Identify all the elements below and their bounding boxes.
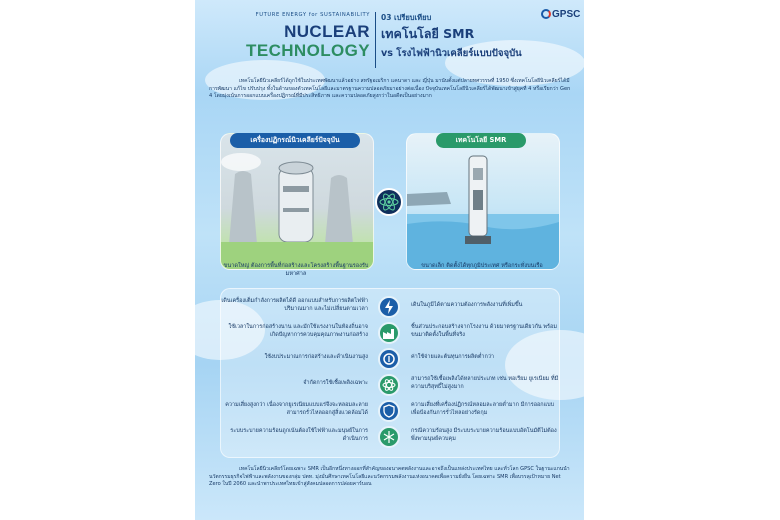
conventional-reactor-caption: ขนาดใหญ่ ต้องการพื้นที่ก่อสร้างและโครงสร้างพื้นฐานรองรับมหาศาล	[223, 263, 369, 277]
comparison-row	[195, 322, 584, 348]
subheadline: vs โรงไฟฟ้านิวเคลียร์แบบปัจจุบัน	[381, 48, 522, 59]
gpsc-logo-mark-icon	[541, 9, 551, 19]
infographic-poster	[195, 0, 584, 520]
comparison-row	[195, 426, 584, 452]
money-icon	[378, 348, 400, 370]
cooling-icon	[378, 426, 400, 448]
intro-paragraph: เทคโนโลยีนิวเคลียร์ได้ถูกใช้ในประเทศพัฒนาแล้วอย่าง สหรัฐอเมริกา แคนาดา และ ญี่ปุ่น มานับตั้งแต่ปลายทศวรรษที่ 1950 ซึ่งเทคโนโลยีนิวเคลียร์ได้มีการพัฒนา แก้ไข ปรับปรุง ทั้งในด้านของตัวเทคโนโลยีและมาตรฐานความปลอดภัยมาอย่างต่อเนื่อง ปัจจุบันเทคโนโลยีนิวเคลียร์ได้พัฒนาเข้าสู่ยุคที่ 4 หรือเรียกว่า Gen 4 โดยมุ่งเน้นการออกแบบเครื่องปฏิกรณ์ที่มีประสิทธิภาพ และความปลอดภัยสูงกว่าในอดีตเป็นอย่างมาก	[209, 78, 571, 100]
smr-panel	[406, 133, 560, 270]
headline: เทคโนโลยี SMR	[381, 26, 475, 41]
smr-point: สามารถใช้เชื้อเพลิงได้หลายประเภท เช่น ทอเรียม ยูเรเนียม ที่มีความบริสุทธิ์ไม่สูงมาก	[411, 376, 559, 390]
shield-leaf-icon	[378, 400, 400, 422]
footer-paragraph: เทคโนโลยีนิวเคลียร์โดยเฉพาะ SMR เป็นอีกหนึ่งทางออกที่สำคัญของอนาคตพลังงานและอาจถึงเป็นแหล่งประเทศไทย และทั่วโลก GPSC ในฐานะแกนนำนวัตกรรมธุรกิจไฟฟ้าและพลังงานของกลุ่ม ปตท. มุ่งมั่นศึกษาเทคโนโลยีและนวัตกรรมพลังงานแห่งอนาคตเพื่อความยั่งยืน โดยเฉพาะ SMR เพื่อบรรลุเป้าหมาย Net Zero ในปี 2060 และนำพาประเทศไทยเข้าสู่สังคมปลอดการปล่อยคาร์บอน	[209, 466, 570, 488]
comparison-row	[195, 296, 584, 322]
title-nuclear: NUCLEAR	[284, 22, 370, 41]
title-technology: TECHNOLOGY	[246, 41, 370, 60]
title-divider	[375, 12, 376, 68]
conventional-reactor-label: เครื่องปฏิกรณ์นิวเคลียร์ปัจจุบัน	[230, 133, 360, 148]
smr-point: เดินในภูมิได้ตามความต้องการพลังงานที่เพิ่มขึ้น	[411, 302, 523, 308]
smr-point: ค่าใช้จ่ายและต้นทุนการผลิตต่ำกว่า	[411, 354, 495, 360]
conventional-reactor-panel	[220, 133, 374, 270]
smr-point: ชิ้นส่วนประกอบสร้างจากโรงงาน ด้วยมาตรฐานเดียวกัน พร้อมขนมาติดตั้งในพื้นที่จริง	[411, 324, 557, 338]
smr-illustration	[407, 134, 559, 269]
comparison-row	[195, 400, 584, 426]
smr-point: กรณีความร้อนสูง มีระบบระบายความร้อนแบบอัตโนมัติไม่ต้องพึ่งพามนุษย์ควบคุม	[411, 428, 557, 442]
comparison-row	[195, 374, 584, 400]
atom-fuel-icon	[378, 374, 400, 396]
conventional-point: ใช้งบประมาณการก่อสร้างและดำเนินงานสูง	[264, 354, 368, 360]
conventional-point: ใช้เวลาในการก่อสร้างนาน และมักใช้แรงงานในท้องถิ่นอาจเกิดปัญหาการควบคุมคุณภาพงานก่อสร้าง	[228, 324, 368, 338]
conventional-point: ความเสี่ยงสูงกว่า เนื่องจากยูเรเนียมแบบแร่จึงจะหลอมละลาย สามารถรั่วไหลออกสู่สิ่งแวดล้อมได้	[225, 402, 368, 416]
gpsc-logo-text: GPSC	[552, 9, 581, 20]
comparison-row	[195, 348, 584, 374]
conventional-point: จำกัดการใช้เชื้อเพลิงเฉพาะ	[303, 380, 368, 386]
atom-icon	[375, 188, 403, 216]
tagline: FUTURE ENERGY for SUSTAINABILITY	[255, 12, 370, 18]
section-number: 03 เปรียบเทียบ	[381, 13, 432, 22]
gpsc-logo	[541, 8, 581, 22]
lightning-icon	[378, 296, 400, 318]
smr-label: เทคโนโลยี SMR	[436, 133, 526, 148]
conventional-point: เดินเครื่องเต็มกำลังการผลิตได้ดี ออกแบบสำหรับการผลิตไฟฟ้าปริมาณมาก และไม่เปลี่ยนตามเวลา	[221, 298, 368, 312]
smr-caption: ขนาดเล็ก ติดตั้งได้ทุกภูมิประเทศ หรือกระทั่งบนเรือ	[421, 263, 543, 269]
conventional-point: ระบบระบายความร้อนถูกเน้นต้องใช้ไฟฟ้าและมนุษย์ในการดำเนินการ	[230, 428, 368, 442]
smr-point: ความเสี่ยงที่เครื่องปฏิกรณ์หลอมละลายต่ำมาก มีการออกแบบเพื่อป้องกันการรั่วไหลอย่างรัดกุม	[411, 402, 555, 416]
power-plant-illustration	[221, 134, 373, 269]
factory-icon	[378, 322, 400, 344]
